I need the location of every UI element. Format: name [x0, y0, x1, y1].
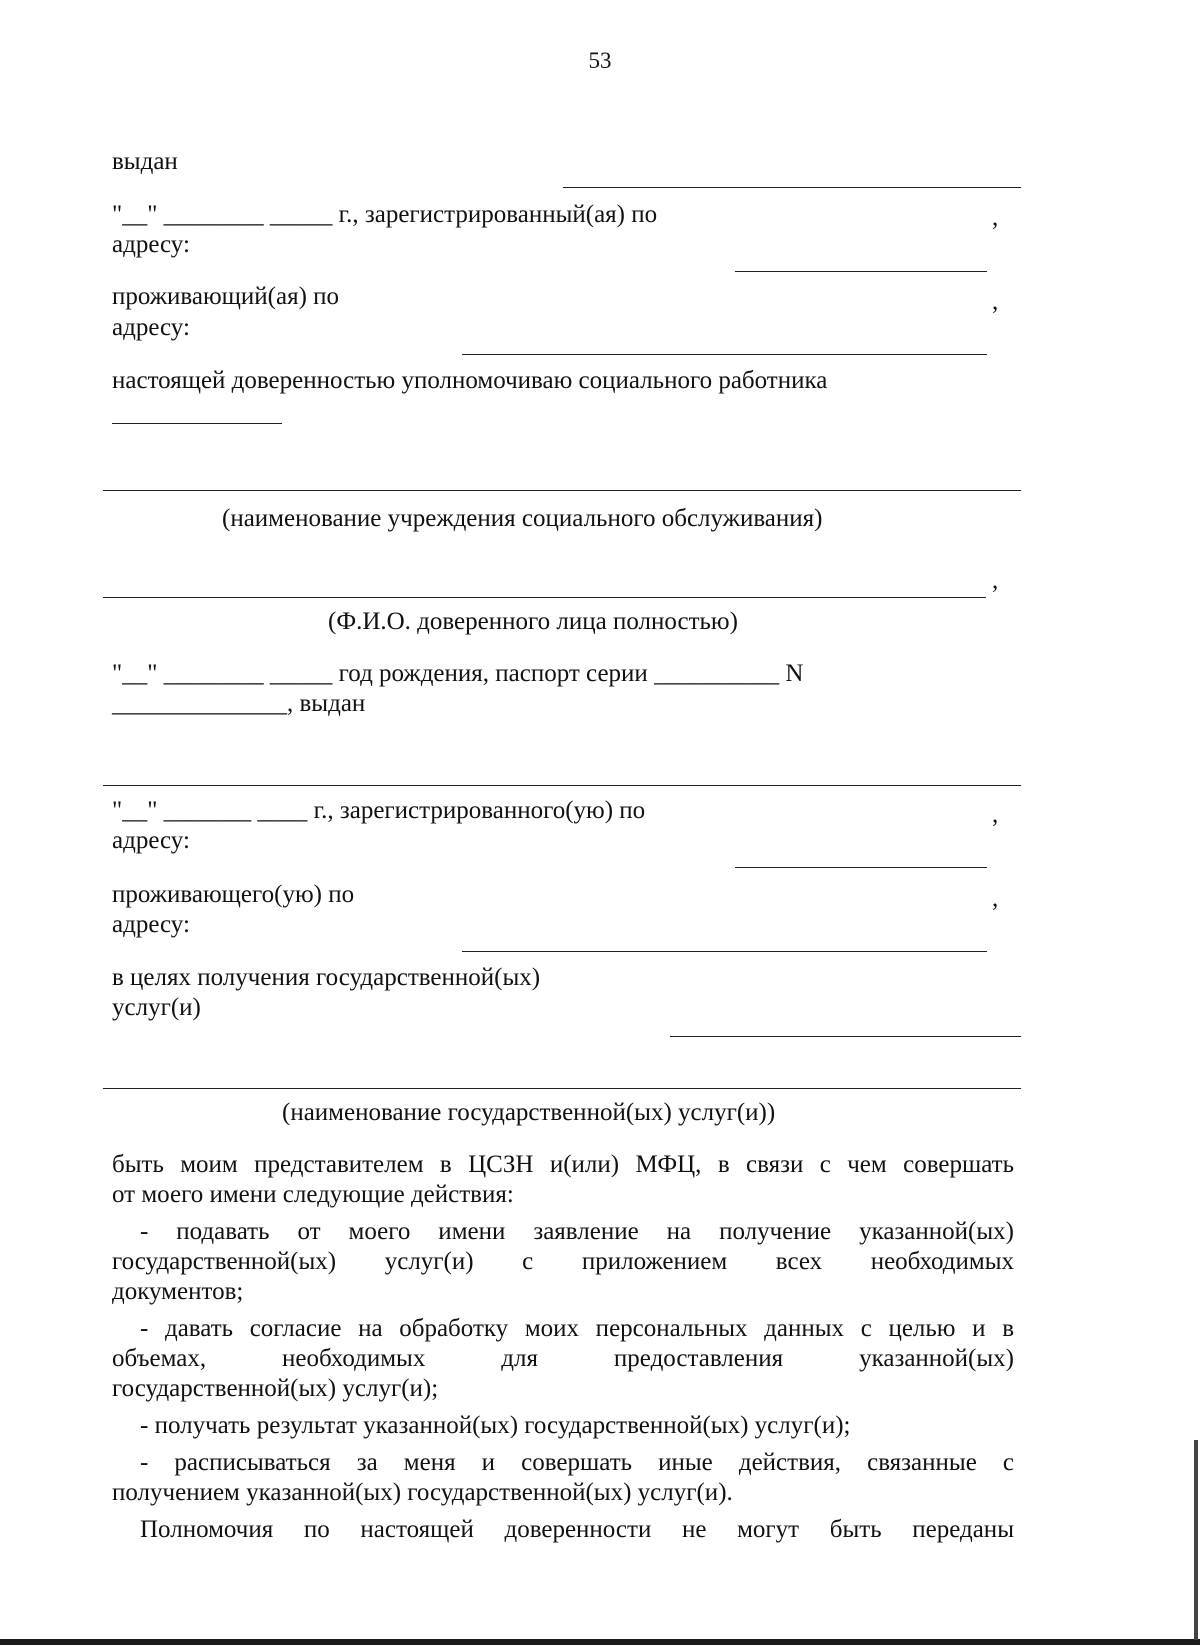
body-line: быть моим представителем в ЦСЗН и(или) МФЦ, в связи с чем совершать [112, 1151, 1014, 1178]
comma-mark: , [992, 288, 999, 315]
body-line: Полномочия по настоящей доверенности не могут быть переданы [140, 1516, 1014, 1543]
caption-organization: (наименование учреждения социального обслуживания) [222, 505, 823, 532]
caption-service: (наименование государственной(ых) услуг(и)) [282, 1099, 776, 1126]
blank-worker-short[interactable] [112, 423, 282, 424]
residence-line-2: проживающего(ую) по [112, 881, 355, 908]
body-line: - расписываться за меня и совершать иные действия, связанные с [140, 1449, 1014, 1476]
page-number: 53 [588, 48, 612, 73]
comma-mark: , [992, 567, 999, 594]
registration-line-2: "__" _______ ____ г., зарегистрированного(ую) по [112, 797, 646, 824]
comma-mark: , [992, 885, 999, 912]
blank-registration-address[interactable] [735, 271, 987, 272]
issued-label: выдан [112, 148, 178, 175]
body-line: получением указанной(ых) государственной(ых) услуг(и). [112, 1479, 733, 1506]
birth-passport-line: "__" ________ _____ год рождения, паспорт серии __________ N [112, 660, 804, 687]
blank-residence-address[interactable] [462, 354, 987, 355]
blank-issued-by[interactable] [563, 187, 1021, 188]
registration-line: "__" ________ _____ г., зарегистрированный(ая) по [112, 201, 658, 228]
body-line: - получать результат указанной(ых) государственной(ых) услуг(и); [140, 1412, 851, 1439]
blank-residence-address-2[interactable] [462, 951, 987, 952]
address-label: адресу: [112, 314, 190, 341]
body-line: от моего имени следующие действия: [112, 1181, 514, 1208]
blank-passport-issuer[interactable] [103, 785, 1021, 786]
purpose-line: в целях получения государственной(ых) [112, 964, 541, 991]
address-label: адресу: [112, 827, 190, 854]
authorize-text: настоящей доверенностью уполномочиваю социального работника [112, 367, 828, 394]
body-line: государственной(ых) услуг(и); [112, 1375, 439, 1402]
body-line: документов; [112, 1278, 244, 1305]
address-label: адресу: [112, 231, 190, 258]
scan-right-edge [1194, 1440, 1198, 1640]
address-label: адресу: [112, 911, 190, 938]
passport-issued-line: ______________, выдан [112, 690, 366, 717]
blank-registration-address-2[interactable] [735, 867, 987, 868]
blank-service-short[interactable] [670, 1036, 1021, 1037]
comma-mark: , [992, 801, 999, 828]
caption-fio: (Ф.И.О. доверенного лица полностью) [328, 608, 738, 635]
body-line: объемах, необходимых для предоставления указанной(ых) [112, 1345, 1014, 1372]
body-line: государственной(ых) услуг(и) с приложением всех необходимых [112, 1248, 1014, 1275]
body-line: - давать согласие на обработку моих персональных данных с целью и в [140, 1315, 1014, 1342]
purpose-line: услуг(и) [112, 994, 201, 1021]
blank-organization[interactable] [103, 490, 1021, 491]
body-line: - подавать от моего имени заявление на получение указанной(ых) [140, 1218, 1014, 1245]
residence-line: проживающий(ая) по [112, 283, 340, 310]
scan-bottom-rule [0, 1639, 1200, 1645]
blank-service-name[interactable] [103, 1088, 1021, 1089]
comma-mark: , [992, 204, 999, 231]
blank-fio[interactable] [103, 597, 986, 598]
